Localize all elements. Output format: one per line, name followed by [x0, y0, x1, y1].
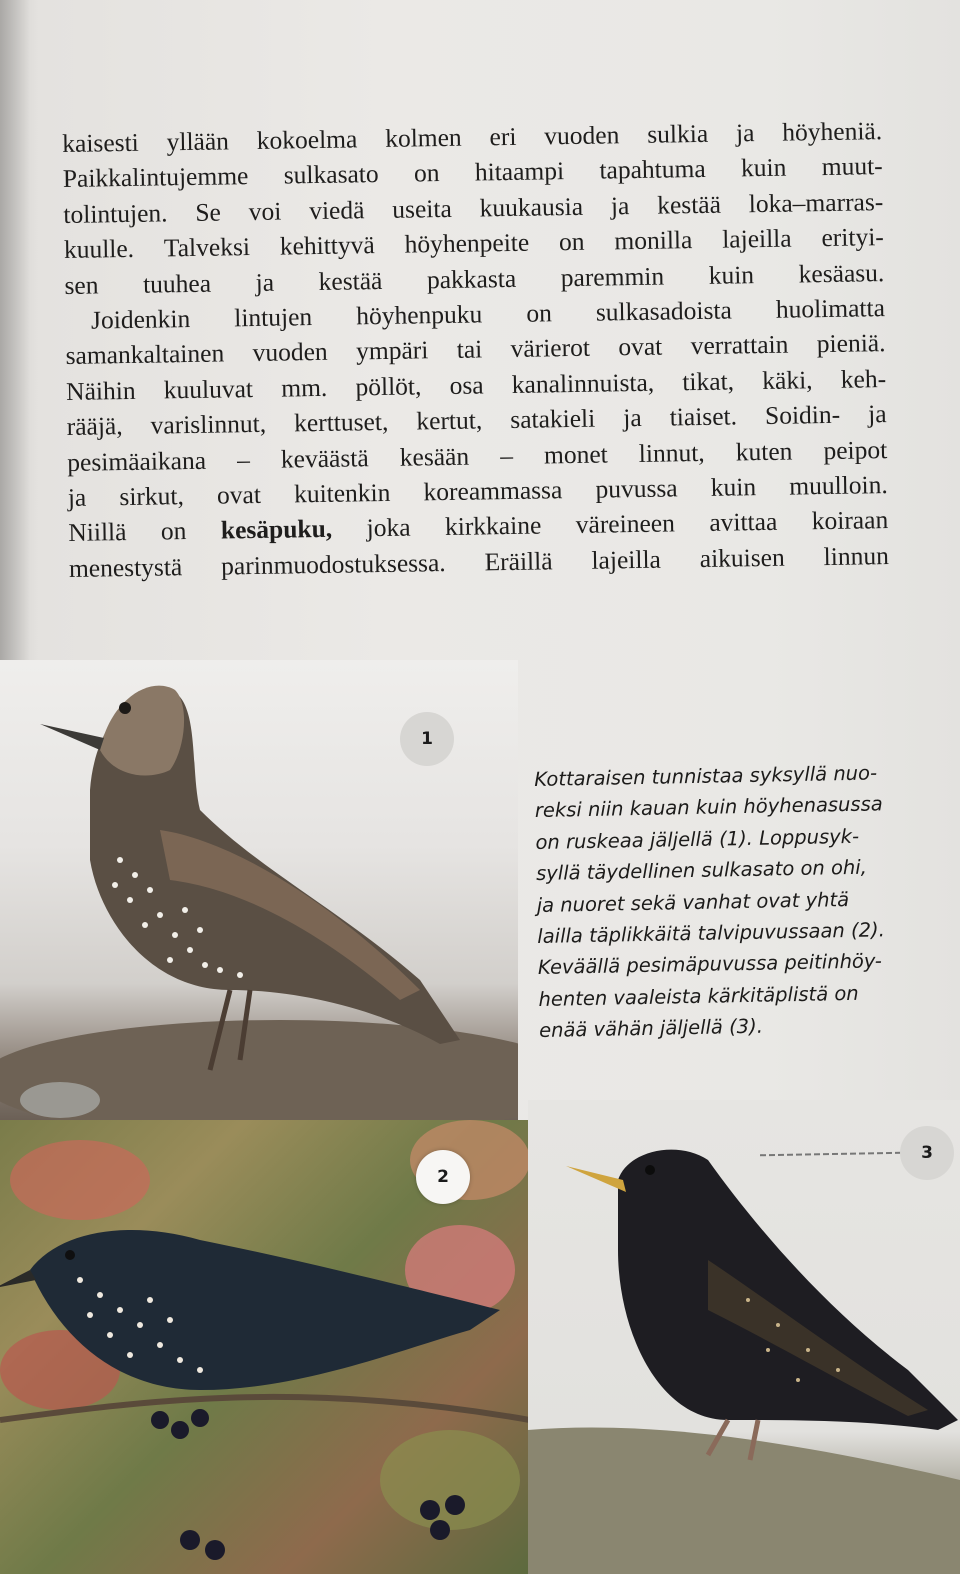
body-word: Näihin	[65, 375, 136, 406]
body-word: käki,	[762, 365, 813, 395]
body-word: kesään	[399, 441, 470, 472]
body-word: –	[236, 444, 251, 474]
body-word: kesäpuku,	[220, 514, 333, 546]
body-word: Talveksi	[163, 232, 251, 263]
photo-caption	[534, 757, 919, 1047]
body-word: höyheniä.	[782, 116, 883, 147]
body-word: osa	[449, 370, 484, 400]
photo-number-badge-3: 3	[900, 1126, 954, 1180]
body-word: kestää	[656, 189, 722, 220]
body-text	[62, 113, 889, 586]
body-word: erityi-	[821, 222, 884, 253]
body-word: sulkasato	[283, 159, 379, 190]
body-word: kesäasu.	[798, 257, 885, 289]
body-word: lajeilla	[591, 544, 662, 575]
body-word: monilla	[614, 225, 693, 256]
body-word: pesimäaikana	[67, 445, 207, 477]
body-word: ovat	[216, 479, 262, 510]
body-word: kuin	[740, 153, 787, 183]
body-word: peipot	[823, 434, 888, 465]
body-word: avittaa	[709, 507, 778, 538]
body-word: viedä	[308, 195, 365, 225]
body-word: koiraan	[811, 505, 889, 536]
body-word: tuuhea	[142, 268, 212, 299]
body-word: linnut,	[638, 437, 705, 468]
body-word: pakkasta	[426, 263, 517, 294]
body-word: joka	[366, 513, 411, 543]
body-word: höyhenpeite	[404, 227, 530, 259]
body-word: ja	[867, 399, 887, 429]
body-word: rääjä,	[66, 411, 123, 442]
body-word: kerttuset,	[293, 407, 389, 438]
body-word: on	[558, 227, 585, 257]
body-word: tapahtuma	[599, 154, 706, 185]
body-word: koreammassa	[423, 475, 563, 507]
body-word: puvussa	[595, 473, 678, 504]
body-word: paremmin	[560, 261, 665, 292]
body-word: kuukausia	[479, 191, 584, 223]
body-word: menestystä	[68, 552, 183, 583]
body-word: pieniä.	[816, 328, 886, 359]
body-word: Se	[195, 197, 222, 227]
body-word: sulkasadoista	[595, 295, 733, 327]
body-word: tikat,	[682, 366, 735, 397]
body-word: tiaiset.	[669, 401, 738, 432]
body-word: kuitenkin	[293, 477, 391, 509]
breeding-starling-illustration	[528, 1100, 960, 1574]
body-word: varislinnut,	[150, 409, 267, 440]
body-word: hitaampi	[474, 156, 565, 187]
body-word: voi	[248, 196, 282, 226]
body-word: kolmen	[384, 122, 462, 153]
body-word: kehittyvä	[279, 230, 375, 261]
body-word: kuin	[708, 259, 755, 290]
body-word: pöllöt,	[355, 371, 422, 402]
body-word: on	[526, 298, 553, 328]
body-word: satakieli	[510, 403, 596, 435]
body-word: –	[499, 440, 514, 470]
photo-number-badge-2: 2	[416, 1150, 470, 1204]
photo-breeding-starling	[528, 1100, 960, 1574]
body-word: ja	[610, 190, 630, 221]
body-word: väreineen	[575, 508, 676, 540]
body-word: ja	[623, 403, 642, 433]
body-word: Niillä	[68, 517, 127, 548]
body-word: kuten	[735, 436, 793, 467]
body-word: Joidenkin	[90, 304, 191, 335]
body-word: linnun	[823, 540, 890, 571]
body-word: huolimatta	[775, 293, 886, 324]
body-word: aikuisen	[699, 542, 785, 573]
body-word: kuuluvat	[163, 373, 254, 405]
caption-line: Keväällä pesimäpuvussa peitinhöy-	[537, 949, 882, 980]
body-word: kuulle.	[63, 234, 135, 265]
body-word: eri	[489, 121, 517, 152]
caption-line: Kottaraisen tunnistaa syksyllä nuo-	[534, 761, 878, 791]
body-word: kanalinnuista,	[511, 367, 655, 399]
body-word: höyhenpuku	[355, 299, 483, 331]
caption-line: reksi niin kauan kuin höyhenasussa	[534, 792, 883, 823]
body-word: verrattain	[690, 330, 789, 361]
body-word: kuin	[710, 472, 757, 502]
body-word: useita	[392, 193, 453, 224]
body-word: ja	[255, 267, 275, 297]
body-word: ovat	[618, 332, 663, 362]
body-word: kestää	[318, 265, 383, 296]
body-word: värierot	[510, 333, 591, 364]
photo-number-badge-1: 1	[400, 712, 454, 766]
body-word: muulloin.	[789, 470, 888, 501]
body-word: loka–marras-	[748, 186, 884, 219]
body-word: ympäri	[355, 335, 429, 366]
body-word: monet	[543, 439, 608, 470]
body-word: lajeilla	[721, 223, 792, 254]
body-word: kaisesti	[62, 127, 139, 158]
body-word: kirkkaine	[444, 510, 542, 542]
caption-line: enää vähän jäljellä (3).	[538, 1014, 764, 1043]
body-word: ja	[67, 482, 87, 513]
body-word: tolintujen.	[63, 198, 168, 229]
body-word: keh-	[840, 363, 887, 394]
body-word: muut-	[821, 151, 883, 182]
body-word: keväästä	[280, 442, 369, 474]
body-word: samankaltainen	[65, 338, 225, 371]
body-word: yllään	[166, 126, 230, 157]
body-word: sulkia	[646, 118, 709, 149]
caption-line: henten vaaleista kärkitäplistä on	[538, 981, 859, 1011]
body-word: tai	[456, 334, 483, 365]
body-word: kertut,	[416, 405, 483, 436]
body-word: mm.	[281, 372, 328, 403]
body-word: on	[413, 158, 440, 188]
body-word: lintujen	[234, 302, 313, 333]
body-word: vuoden	[544, 120, 620, 151]
caption-line: ja nuoret sekä vanhat ovat yhtä	[536, 887, 850, 917]
body-word: sirkut,	[119, 481, 185, 512]
caption-line: on ruskeaa jäljellä (1). Loppusyk-	[535, 824, 860, 854]
caption-line: syllä täydellinen sulkasato on ohi,	[535, 855, 868, 886]
body-word: parinmuodostuksessa.	[220, 547, 446, 581]
body-word: Soidin-	[764, 400, 841, 431]
body-word: vuoden	[252, 337, 328, 368]
caption-line: lailla täplikkäitä talvipuvussaan (2).	[537, 918, 886, 948]
body-word: Eräillä	[484, 546, 553, 577]
body-word: kokoelma	[256, 124, 358, 155]
body-word: ja	[735, 118, 755, 148]
body-word: Paikkalintujemme	[62, 161, 249, 194]
body-word: sen	[64, 270, 99, 300]
body-word: on	[160, 516, 187, 546]
